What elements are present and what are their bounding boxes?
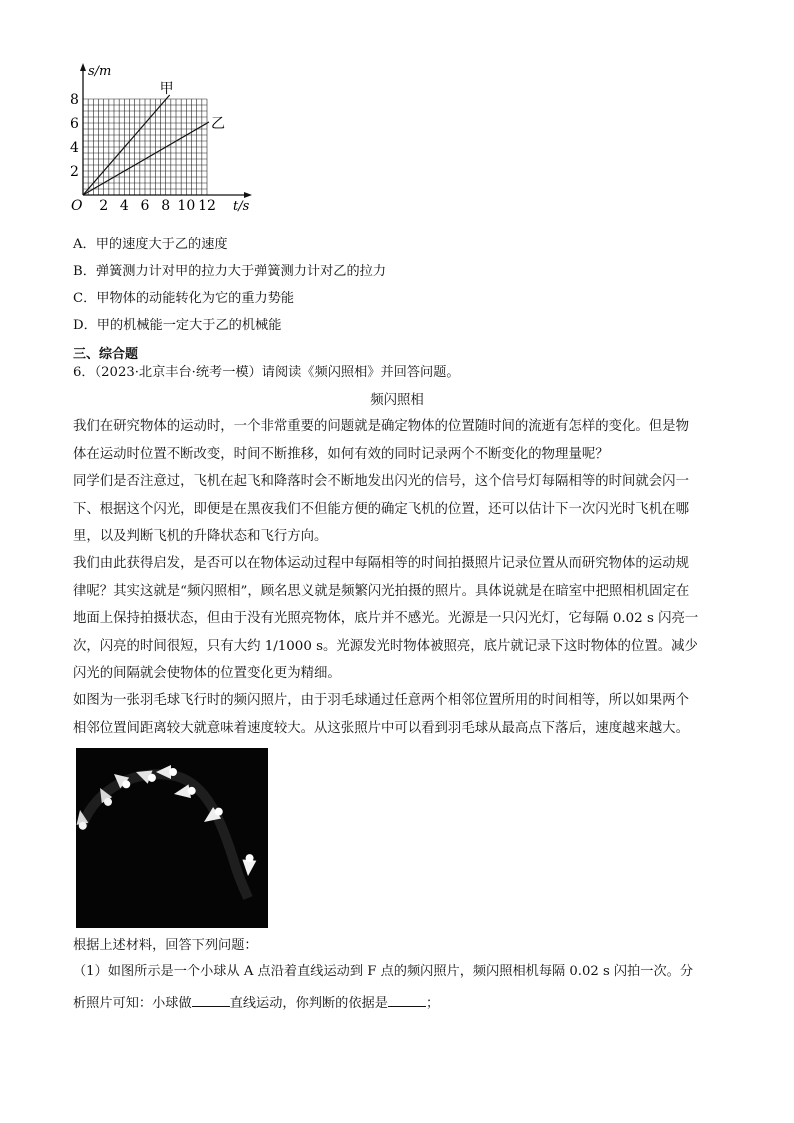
- paragraph-4: [73, 687, 723, 742]
- shuttlecock-image: [76, 748, 268, 928]
- x-tick-label: 12: [198, 198, 216, 214]
- text-line: 体在运动时位置不断改变，时间不断推移，如何有效的同时记录两个不断变化的物理量呢？: [73, 446, 609, 462]
- option-d: D．甲的机械能一定大于乙的机械能: [73, 318, 282, 333]
- text-line: 同学们是否注意过，飞机在起飞和降落时会不断地发出闪光的信号，这个信号灯每隔相等的时间就会闪一: [73, 474, 689, 489]
- option-c: C．甲物体的动能转化为它的重力势能: [73, 291, 295, 306]
- sub1-text-b: 直线运动，你判断的依据是: [229, 996, 388, 1011]
- y-tick-label: 4: [70, 140, 79, 156]
- series-label-jia: 甲: [159, 81, 174, 97]
- x-tick-label: 6: [140, 198, 150, 214]
- sub-question-1-line-2: [73, 994, 439, 1013]
- text-line: 我们在研究物体的运动时，一个非常重要的问题就是确定物体的位置随时间的流逝有怎样的变化。但是物: [73, 419, 689, 434]
- text-line: 闪光的间隔就会使物体的位置变化更为精细。: [73, 666, 341, 681]
- x-tick-label: 10: [177, 198, 196, 214]
- st-graph: [62, 58, 262, 218]
- paragraph-3: [73, 550, 723, 688]
- x-axis-arrow: [244, 192, 252, 198]
- text-line: 相邻位置间距离较大就意味着速度较大。从这张照片中可以看到羽毛球从最高点下落后，速度越来越大。: [73, 720, 689, 736]
- text-line: 次，闪亮的时间很短，只有大约 1/1000 s。光源发光时物体被照亮，底片就记录下这时物体的位置。减少: [73, 638, 698, 654]
- y-axis-label: s/m: [88, 64, 112, 79]
- section-title: 三、综合题: [73, 347, 139, 362]
- answer-blank-2[interactable]: [388, 994, 426, 1007]
- origin-label: O: [71, 198, 83, 214]
- text-line: 我们由此获得启发，是否可以在物体运动过程中每隔相等的时间拍摄照片记录位置从而研究物体的运动规: [73, 556, 689, 571]
- x-tick-label: 8: [161, 198, 171, 214]
- series-line-yi: [83, 122, 209, 195]
- paragraph-1: [73, 413, 723, 468]
- text-line: 下、根据这个闪光，即便是在黑夜我们不但能方便的确定飞机的位置，还可以估计下一次闪光时飞机在哪: [73, 501, 689, 517]
- graph-grid: [83, 99, 207, 195]
- answer-blank-1[interactable]: [192, 994, 230, 1007]
- x-axis-label: t/s: [233, 199, 250, 214]
- y-tick-label: 8: [70, 92, 79, 108]
- option-b: B．弹簧测力计对甲的拉力大于弹簧测力计对乙的拉力: [73, 264, 387, 279]
- series-line-jia: [83, 95, 170, 195]
- series-label-yi: 乙: [211, 116, 225, 132]
- question-intro: 6．（2023·北京丰台·统考一模）请阅读《频闪照相》并回答问题。: [73, 365, 460, 380]
- option-a: A．甲的速度大于乙的速度: [73, 237, 228, 252]
- sub1-text-a: 析照片可知：小球做: [73, 996, 192, 1011]
- y-tick-label: 2: [70, 164, 79, 180]
- x-tick-label: 2: [99, 198, 109, 214]
- sub1-text-c: ；: [425, 996, 440, 1011]
- article-title: 频闪照相: [370, 393, 424, 408]
- y-tick-label: 6: [70, 116, 79, 132]
- text-line: 地面上保持拍摄状态，但由于没有光照亮物体，底片并不感光。光源是一只闪光灯，它每隔 0.02 s 闪亮一: [73, 611, 699, 626]
- paragraph-2: [73, 468, 723, 551]
- badminton-strobe-photo: [76, 748, 268, 928]
- text-line: 里，以及判断飞机的升降状态和飞行方向。: [73, 529, 328, 544]
- text-line: 律呢？其实这就是“频闪照相”，顾名思义就是频繁闪光拍摄的照片。具体说就是在暗室中把照相机固定在: [73, 583, 690, 599]
- text-line: 如图为一张羽毛球飞行时的频闪照片，由于羽毛球通过任意两个相邻位置所用的时间相等，所以如果两个: [73, 693, 689, 708]
- after-photo-text: 根据上述材料，回答下列问题：: [73, 938, 258, 953]
- sub-question-1-line-1: （1）如图所示是一个小球从 A 点沿着直线运动到 F 点的频闪照片，频闪照相机每隔 0.02 s 闪拍一次。分: [73, 964, 694, 979]
- x-tick-label: 4: [119, 198, 129, 214]
- y-axis-arrow: [80, 63, 86, 71]
